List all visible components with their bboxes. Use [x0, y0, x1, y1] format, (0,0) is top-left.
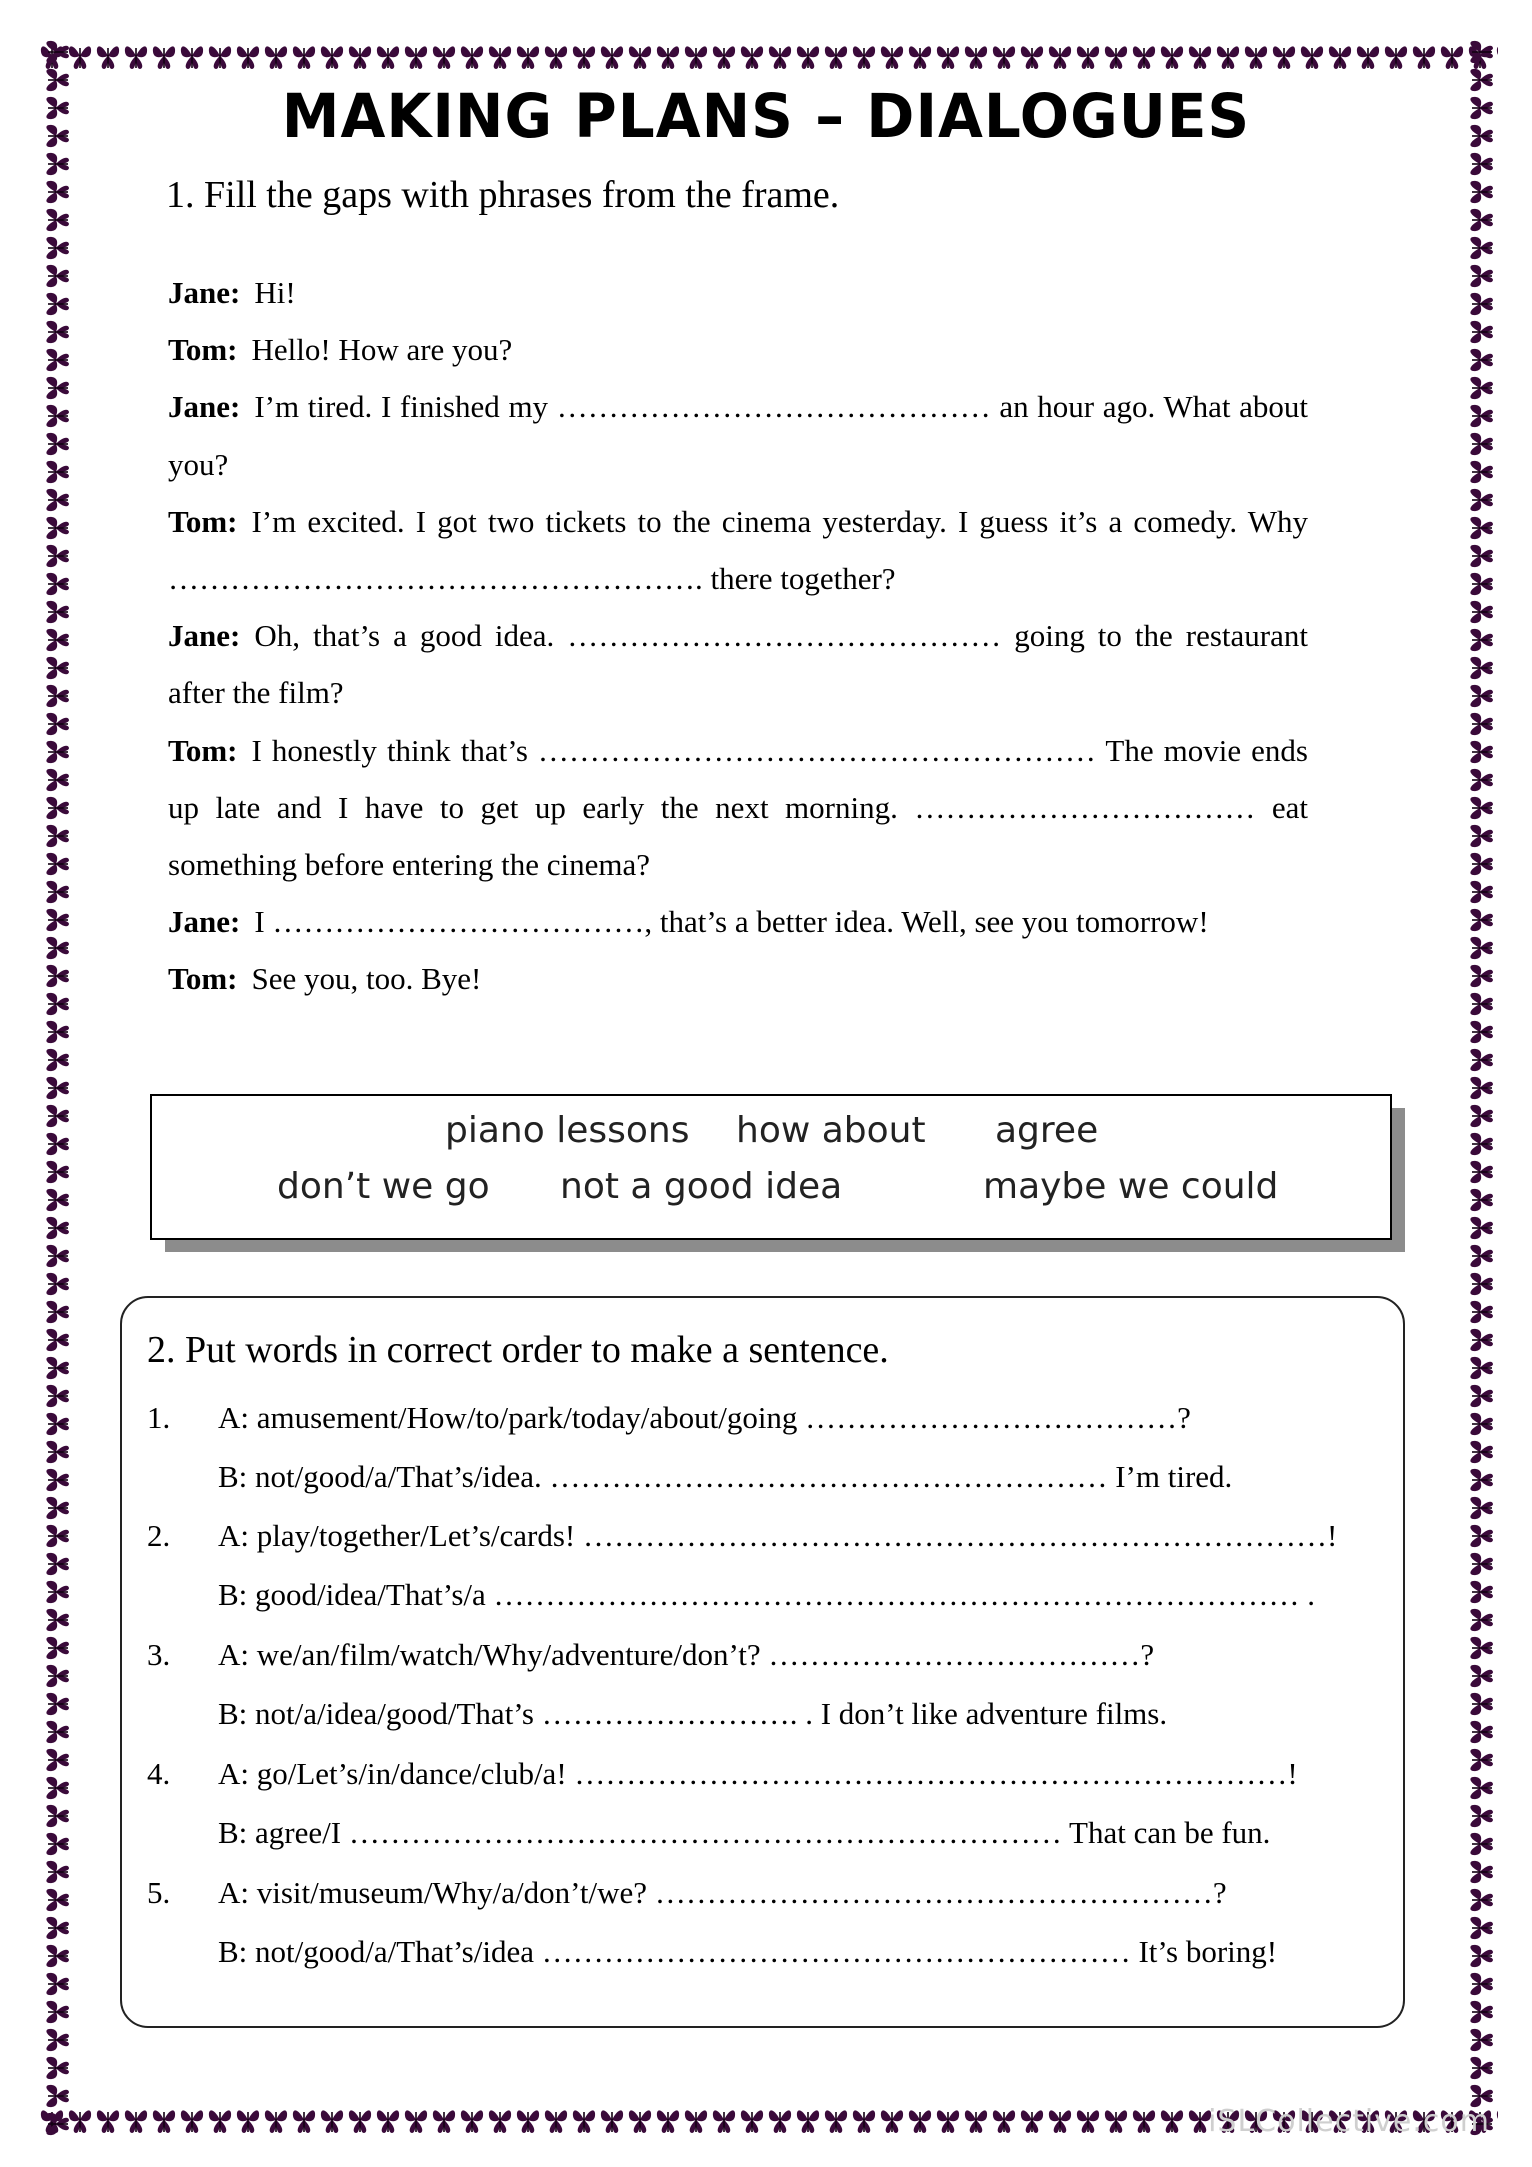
butterfly-border-right [1462, 38, 1498, 2138]
item-number: 2. [147, 1518, 171, 1553]
frame-phrase: not a good idea [560, 1166, 843, 1207]
line-text: I ………………………………, that’s a better idea. Well, see you tomorrow! [254, 904, 1209, 940]
dialogue-turn [168, 607, 1308, 721]
task1-heading: 1. Fill the gaps with phrases from the frame. [166, 174, 840, 216]
dialogue-turn [168, 893, 1308, 950]
line-text: I honestly think that’s ……………………………………………… The movie ends up late and I have to get up early the next morning. …………………………… eat something before entering the cinema? [168, 732, 1308, 883]
dialogue-turn [168, 950, 1308, 1007]
item-line-b: B: not/good/a/That’s/idea ………………………………………………… It’s boring! [218, 1934, 1278, 1969]
item-line-a: A: we/an/film/watch/Why/adventure/don’t? ………………………………? [218, 1637, 1155, 1672]
line-text: Hello! How are you? [251, 332, 513, 368]
butterfly-border-left [38, 38, 74, 2138]
item-line-a: A: amusement/How/to/park/today/about/going ………………………………? [218, 1400, 1191, 1435]
dialogue [168, 264, 1308, 1008]
frame-phrase: maybe we could [983, 1166, 1279, 1207]
item-number: 5. [147, 1875, 171, 1910]
line-text: Hi! [254, 275, 296, 310]
watermark: iSLCollective.com [1208, 2104, 1490, 2139]
speaker: Tom: [168, 732, 238, 768]
item-line-a: A: visit/museum/Why/a/don’t/we? ………………………………………………? [218, 1875, 1227, 1910]
speaker: Tom: [168, 503, 238, 539]
task2-heading: 2. Put words in correct order to make a sentence. [147, 1329, 889, 1371]
dialogue-turn [168, 264, 1308, 321]
speaker: Jane: [168, 275, 241, 310]
line-text: See you, too. Bye! [251, 961, 482, 997]
speaker: Jane: [168, 904, 241, 940]
item-line-a: A: play/together/Let’s/cards! ………………………………………………………………! [218, 1518, 1338, 1553]
item-line-b: B: agree/I …………………………………………………………… That can be fun. [218, 1815, 1271, 1850]
speaker: Tom: [168, 961, 238, 997]
page-title: MAKING PLANS – DIALOGUES [281, 80, 1251, 152]
frame-phrase: how about [736, 1110, 926, 1151]
line-text: I’m excited. I got two tickets to the cinema yesterday. I guess it’s a comedy. Why ……………………………………………. there together? [168, 503, 1308, 597]
line-text: Oh, that’s a good idea. …………………………………… going to the restaurant after the film? [168, 618, 1308, 711]
dialogue-turn [168, 321, 1308, 378]
phrase-frame [150, 1094, 1392, 1240]
speaker: Jane: [168, 618, 241, 654]
item-line-b: B: not/good/a/That’s/idea. ……………………………………………… I’m tired. [218, 1459, 1233, 1494]
butterfly-border-top [38, 38, 1498, 74]
item-line-b: B: not/a/idea/good/That’s ……………………. . I don’t like adventure films. [218, 1696, 1168, 1731]
dialogue-turn [168, 378, 1308, 492]
item-number: 1. [147, 1400, 171, 1435]
frame-phrase: don’t we go [277, 1166, 490, 1207]
speaker: Tom: [168, 332, 238, 368]
dialogue-turn [168, 722, 1308, 894]
item-number: 3. [147, 1637, 171, 1672]
line-text: I’m tired. I finished my …………………………………… an hour ago. What about you? [168, 389, 1308, 482]
item-line-b: B: good/idea/That’s/a …………………………………………………………………… . [218, 1577, 1316, 1612]
item-number: 4. [147, 1756, 171, 1791]
item-line-a: A: go/Let’s/in/dance/club/a! ……………………………………………………………! [218, 1756, 1298, 1791]
frame-phrase: piano lessons [445, 1110, 690, 1151]
speaker: Jane: [168, 389, 241, 425]
frame-phrase: agree [995, 1110, 1099, 1151]
dialogue-turn [168, 493, 1308, 607]
